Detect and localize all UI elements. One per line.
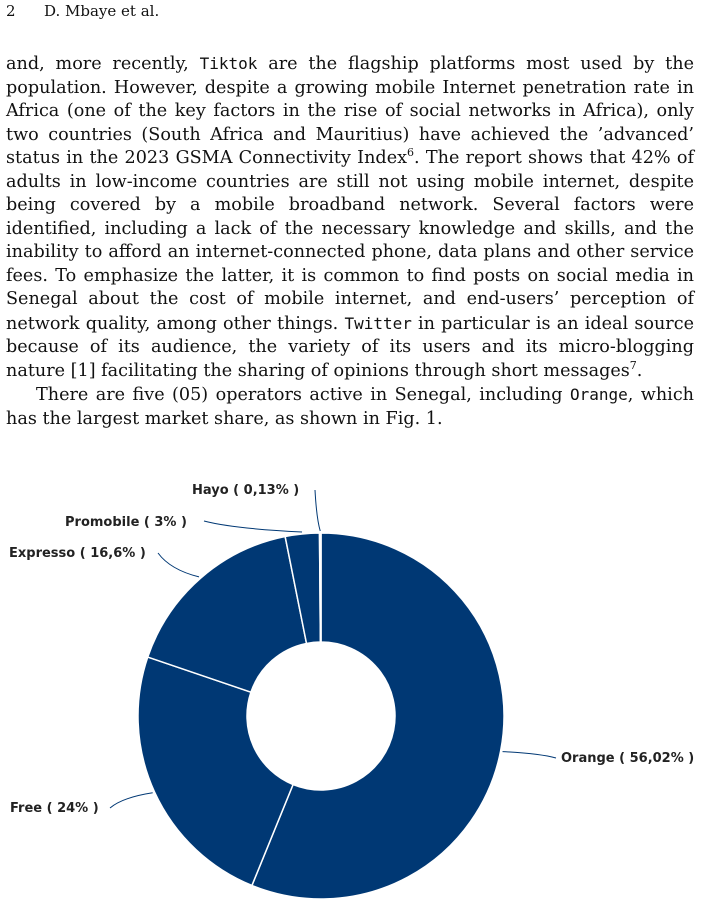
leader-line-promobile [204, 521, 302, 532]
code-tiktok: Tiktok [199, 54, 258, 73]
text-run: are the flagship platforms most used by the population. However, despite a growing mobile Internet penetration rate in Africa (one of the key factors in the rise of social networks in Africa), only two countries (South Africa and Mauritius) have achieved the ’advanced’ status in the 2023 GSMA Connectivity Index [6, 54, 694, 168]
slice-label-expresso: Expresso ( 16,6% ) [9, 546, 146, 561]
market-share-donut-chart [0, 470, 704, 906]
leader-line-expresso [158, 553, 199, 577]
chart-labels [9, 483, 694, 816]
running-authors: D. Mbaye et al. [44, 2, 160, 20]
footnote-mark-7[interactable]: 7 [629, 358, 637, 372]
chart-slices [138, 533, 504, 899]
paragraph-2 [6, 383, 694, 431]
slice-label-free: Free ( 24% ) [10, 801, 99, 816]
text-run: in particular is an ideal source because of its audience, the variety of its users and its micro-blogging nature [1] facilitating the sharing of opinions through short messages [6, 313, 694, 381]
code-orange: Orange [569, 385, 628, 404]
slice-label-promobile: Promobile ( 3% ) [65, 515, 187, 530]
paragraph-1 [6, 52, 694, 383]
footnote-mark-6[interactable]: 6 [407, 146, 415, 160]
slice-label-orange: Orange ( 56,02% ) [561, 751, 695, 766]
text-run: . The report shows that 42% of adults in low-income countries are still not using mobile internet, despite being covered by a mobile broadband network. Several factors were identified, including a lack of the necessary knowledge and skills, and the inability to afford an internet-connected phone, data plans and other service fees. To emphasize the latter, it is common to find posts on social media in Senegal about the cost of mobile internet, and end-users’ perception of network quality, among other things. [6, 148, 694, 334]
page-number: 2 [6, 2, 16, 20]
text-run: and, more recently, [6, 54, 200, 74]
leader-line-hayo [315, 490, 320, 531]
slice-label-hayo: Hayo ( 0,13% ) [192, 483, 300, 498]
text-run: There are five (05) operators active in Senegal, including [36, 385, 570, 405]
leader-line-free [110, 793, 153, 808]
text-run: , which has the largest market share, as shown in Fig. 1. [6, 385, 694, 429]
body-text [6, 52, 694, 431]
code-twitter: Twitter [344, 313, 412, 333]
text-run: . [636, 360, 643, 381]
pie-slice-hayo [320, 533, 321, 642]
running-header [6, 2, 159, 20]
leader-line-orange [503, 752, 556, 758]
